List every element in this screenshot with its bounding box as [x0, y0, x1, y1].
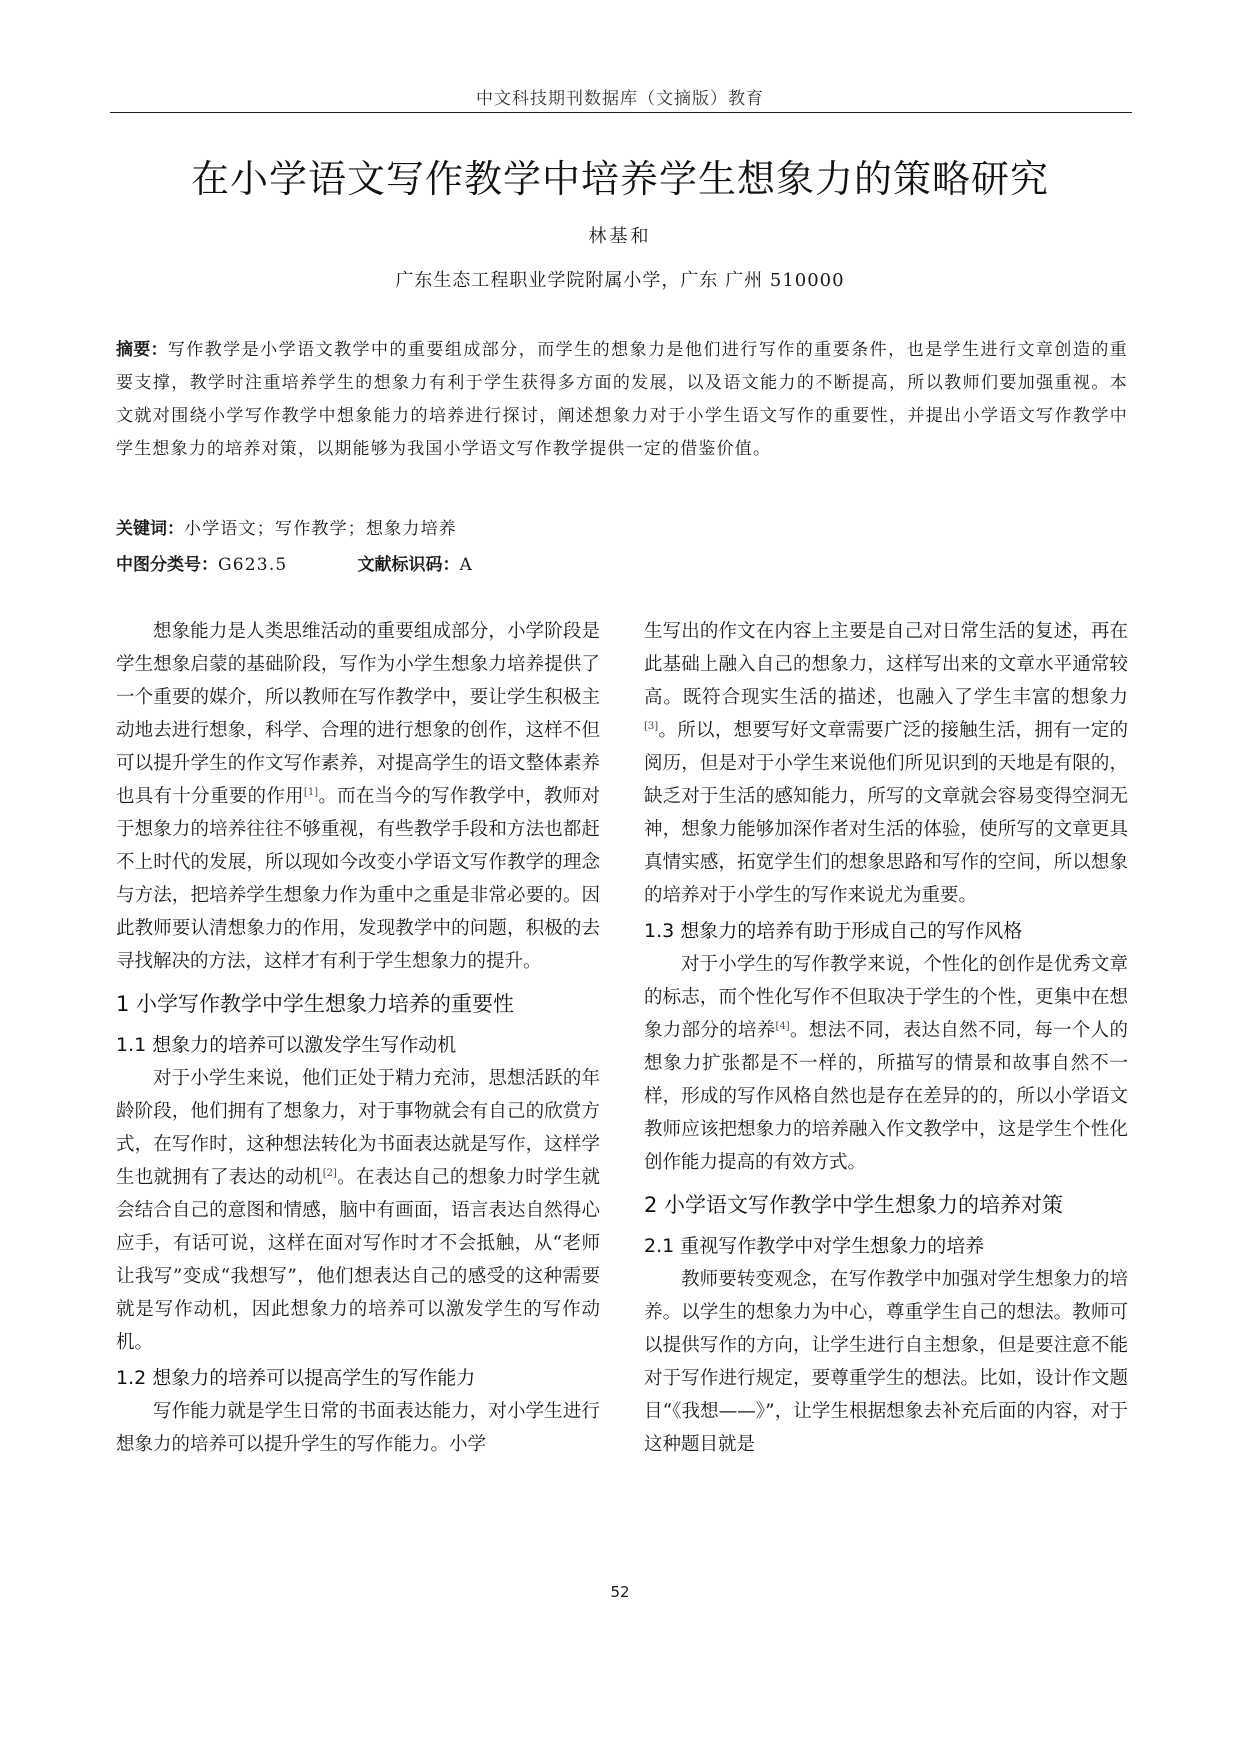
clc-value: G623.5: [218, 555, 288, 575]
section-1-1-paragraph: [116, 1062, 600, 1359]
citation-1: [1]: [303, 786, 319, 798]
s12-text-b: 生写出的作文在内容上主要是自己对日常生活的复述，再在此基础上融入自己的想象力，这样写出来的文章水平通常较高。既符合现实生活的描述，也融入了学生丰富的想象力: [644, 621, 1128, 708]
s11-text-b: 。在表达自己的想象力时学生就会结合自己的意图和情感，脑中有画面，语言表达自然得心应手，有话可说，这样在面对写作时才不会抵触，从“老师让我写”变成“我想写”，他们想表达自己的感受的这种需要就是写作动机，因此想象力的培养可以激发学生的写作动机。: [116, 1167, 600, 1353]
section-2-heading: 2 小学语文写作教学中学生想象力的培养对策: [644, 1193, 1064, 1217]
journal-header: 中文科技期刊数据库（文摘版）教育: [476, 89, 764, 109]
header-rule: [110, 112, 1132, 113]
section-2-1-heading: 2.1 重视写作教学中对学生想象力的培养: [644, 1235, 985, 1257]
doc-code-label: 文献标识码：: [357, 555, 460, 575]
left-column: [116, 615, 600, 1461]
clc-label: 中图分类号：: [116, 555, 218, 575]
citation-3: [3]: [644, 720, 659, 732]
article-title: 在小学语文写作教学中培养学生想象力的策略研究: [190, 157, 1049, 201]
keywords-text: 小学语文；写作教学；想象力培养: [184, 519, 457, 539]
abstract: [116, 334, 1128, 466]
author-affiliation: 广东生态工程职业学院附属小学，广东 广州 510000: [395, 270, 845, 291]
s11-text-a: 对于小学生来说，他们正处于精力充沛，思想活跃的年龄阶段，他们拥有了想象力，对于事物就会有自己的欣赏方式，在写作时，这种想法转化为书面表达就是写作，这样学生也就拥有了表达的动机: [116, 1068, 600, 1188]
abstract-label: 摘要：: [116, 340, 168, 360]
section-2-1-paragraph: 教师要转变观念，在写作教学中加强对学生想象力的培养。以学生的想象力为中心，尊重学生自己的想法。教师可以提供写作的方向，让学生进行自主想象，但是要注意不能对于写作进行规定，要尊重学生的想法。比如，设计作文题目“《我想——》”，让学生根据想象去补充后面的内容，对于这种题目就是: [644, 1269, 1128, 1455]
section-1-1-heading: 1.1 想象力的培养可以激发学生写作动机: [116, 1034, 457, 1056]
classification: [116, 550, 1128, 575]
right-column: [644, 615, 1128, 1461]
section-1-heading: 1 小学写作教学中学生想象力培养的重要性: [116, 992, 515, 1016]
section-1-3-paragraph: [644, 948, 1128, 1179]
citation-4: [4]: [775, 1020, 790, 1032]
page-number: 52: [610, 1583, 630, 1601]
intro-paragraph: [116, 615, 600, 978]
intro-text-b: 。而在当今的写作教学中，教师对于想象力的培养往往不够重视，有些教学手段和方法也都赶不上时代的发展，所以现如今改变小学语文写作教学的理念与方法，把培养学生想象力作为重中之重是非常必要的。因此教师要认清想象力的作用，发现教学中的问题，积极的去寻找解决的方法，这样才有利于学生想象力的提升。: [116, 786, 600, 972]
section-1-2-paragraph-continued: [644, 615, 1128, 912]
intro-text-a: 想象能力是人类思维活动的重要组成部分，小学阶段是学生想象启蒙的基础阶段，写作为小学生想象力培养提供了一个重要的媒介，所以教师在写作教学中，要让学生积极主动地去进行想象，科学、合理的进行想象的创作，这样不但可以提升学生的作文写作素养，对提高学生的语文整体素养也具有十分重要的作用: [116, 621, 600, 807]
section-1-3-heading: 1.3 想象力的培养有助于形成自己的写作风格: [644, 920, 1023, 942]
s13-text-a: 对于小学生的写作教学来说，个性化的创作是优秀文章的标志，而个性化写作不但取决于学生的个性，更集中在想象力部分的培养: [644, 954, 1128, 1041]
doc-code-value: A: [459, 555, 473, 575]
s13-text-b: 。想法不同，表达自然不同，每一个人的想象力扩张都是不一样的，所描写的情景和故事自然不一样，形成的写作风格自然也是存在差异的的，所以小学语文教师应该把想象力的培养融入作文教学中，这是学生个性化创作能力提高的有效方式。: [644, 1020, 1128, 1173]
section-1-2-heading: 1.2 想象力的培养可以提高学生的写作能力: [116, 1367, 476, 1389]
s12-text-c: 。所以，想要写好文章需要广泛的接触生活，拥有一定的阅历，但是对于小学生来说他们所见识到的天地是有限的，缺乏对于生活的感知能力，所写的文章就会容易变得空洞无神，想象力能够加深作者对生活的体验，使所写的文章更具真情实感，拓宽学生们的想象思路和写作的空间，所以想象的培养对于小学生的写作来说尤为重要。: [644, 720, 1128, 906]
keywords-label: 关键词：: [116, 519, 184, 539]
abstract-text: 写作教学是小学语文教学中的重要组成部分，而学生的想象力是他们进行写作的重要条件，也是学生进行文章创造的重要支撑，教学时注重培养学生的想象力有利于学生获得多方面的发展，以及语文能力的不断提高，所以教师们要加强重视。本文就对围绕小学写作教学中想象能力的培养进行探讨，阐述想象力对于小学生语文写作的重要性，并提出小学语文写作教学中学生想象力的培养对策，以期能够为我国小学语文写作教学提供一定的借鉴价值。: [116, 340, 1128, 459]
section-1-2-paragraph-start: 写作能力就是学生日常的书面表达能力，对小学生进行想象力的培养可以提升学生的写作能力。小学: [116, 1401, 600, 1455]
citation-2: [2]: [322, 1167, 337, 1179]
keywords: [116, 514, 1128, 539]
author-name: 林基和: [588, 226, 652, 247]
